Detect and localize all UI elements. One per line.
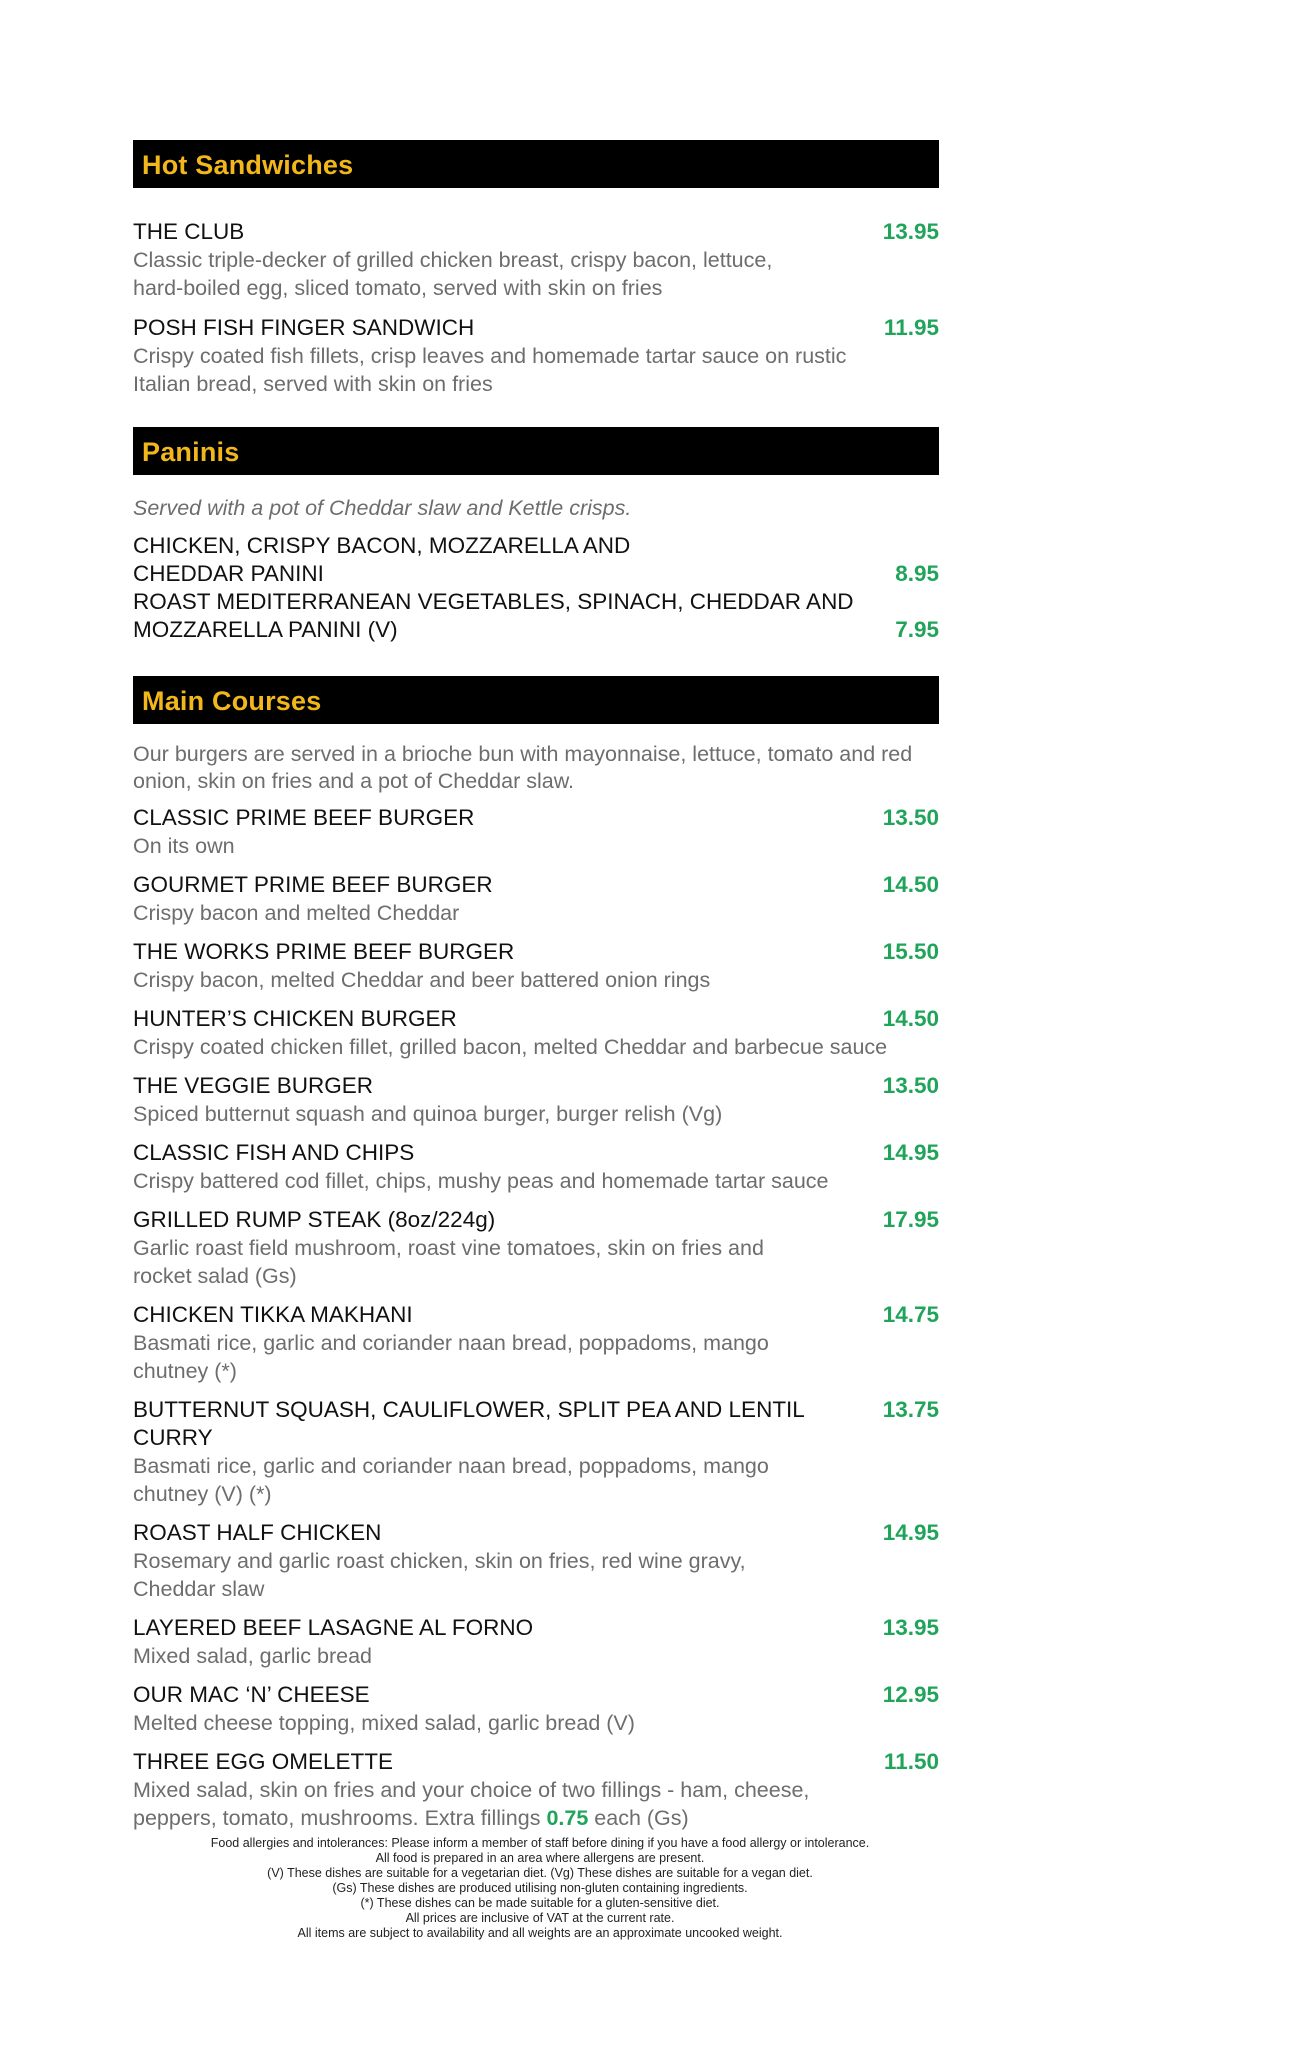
item-description xyxy=(133,1804,859,1832)
item-description: Crispy bacon and melted Cheddar xyxy=(133,901,460,925)
item-name: LAYERED BEEF LASAGNE AL FORNO xyxy=(133,1615,534,1640)
section-header-paninis: Paninis xyxy=(133,427,939,475)
menu-item xyxy=(133,871,939,927)
item-name: CLASSIC FISH AND CHIPS xyxy=(133,1140,415,1165)
item-description: Crispy battered cod fillet, chips, mushy peas and homemade tartar sauce xyxy=(133,1169,829,1193)
item-name: CHICKEN, CRISPY BACON, MOZZARELLA AND xyxy=(133,533,631,558)
item-price: 12.95 xyxy=(882,1682,939,1707)
paninis-note: Served with a pot of Cheddar slaw and Kettle crisps. xyxy=(133,496,632,520)
menu-item xyxy=(133,1005,939,1061)
item-description: rocket salad (Gs) xyxy=(133,1264,297,1288)
item-price: 17.95 xyxy=(882,1207,939,1232)
section-header-hot-sandwiches: Hot Sandwiches xyxy=(133,140,939,188)
item-price: 14.50 xyxy=(882,872,939,897)
item-price: 13.75 xyxy=(882,1397,939,1422)
item-name: MOZZARELLA PANINI (V) xyxy=(133,617,398,642)
menu-item xyxy=(133,218,939,302)
menu-item xyxy=(133,1072,939,1128)
item-description: Basmati rice, garlic and coriander naan bread, poppadoms, mango xyxy=(133,1454,769,1478)
item-description: Basmati rice, garlic and coriander naan bread, poppadoms, mango xyxy=(133,1331,769,1355)
item-name: BUTTERNUT SQUASH, CAULIFLOWER, SPLIT PEA AND LENTIL CURRY xyxy=(133,1397,804,1450)
menu xyxy=(133,140,939,1843)
item-name: OUR MAC ‘N’ CHEESE xyxy=(133,1682,370,1707)
menu-item xyxy=(133,1139,939,1195)
item-name: CHICKEN TIKKA MAKHANI xyxy=(133,1302,413,1327)
main-courses-intro xyxy=(133,741,939,795)
menu-item xyxy=(133,1519,939,1603)
item-description: hard-boiled egg, sliced tomato, served with skin on fries xyxy=(133,276,663,300)
menu-item xyxy=(133,314,939,398)
intro-line: Our burgers are served in a brioche bun with mayonnaise, lettuce, tomato and red xyxy=(133,742,913,766)
item-description: On its own xyxy=(133,834,235,858)
footer-line: All prices are inclusive of VAT at the current rate. xyxy=(405,1911,675,1925)
item-description: Spiced butternut squash and quinoa burger, burger relish (Vg) xyxy=(133,1102,723,1126)
footer-line: All food is prepared in an area where allergens are present. xyxy=(375,1851,705,1865)
item-price: 7.95 xyxy=(895,617,939,642)
item-price: 14.75 xyxy=(882,1302,939,1327)
item-price: 11.95 xyxy=(883,315,939,340)
item-name: CHEDDAR PANINI xyxy=(133,561,324,586)
menu-item xyxy=(133,1614,939,1670)
item-description: Classic triple-decker of grilled chicken breast, crispy bacon, lettuce, xyxy=(133,248,773,272)
main-courses-list xyxy=(133,804,939,1832)
item-price: 14.95 xyxy=(882,1520,939,1545)
item-price: 11.50 xyxy=(883,1749,939,1774)
paninis-list xyxy=(133,532,939,644)
item-description: Crispy bacon, melted Cheddar and beer battered onion rings xyxy=(133,968,711,992)
item-price: 13.50 xyxy=(882,1073,939,1098)
item-name: THE CLUB xyxy=(133,219,245,244)
item-description: Garlic roast field mushroom, roast vine tomatoes, skin on fries and xyxy=(133,1236,764,1260)
item-name: THE VEGGIE BURGER xyxy=(133,1073,374,1098)
item-price: 15.50 xyxy=(882,939,939,964)
item-description: chutney (*) xyxy=(133,1359,237,1383)
extra-fillings-price: 0.75 xyxy=(546,1806,589,1830)
item-price: 8.95 xyxy=(895,561,939,586)
menu-item xyxy=(133,1681,939,1737)
footer-line: Food allergies and intolerances: Please inform a member of staff before dining if you have a food allergy or intolerance. xyxy=(210,1836,870,1850)
item-name: THE WORKS PRIME BEEF BURGER xyxy=(133,939,515,964)
menu-item xyxy=(133,804,939,860)
menu-item xyxy=(133,532,939,588)
menu-item xyxy=(133,1396,939,1508)
item-price: 13.50 xyxy=(882,805,939,830)
item-price: 13.95 xyxy=(882,1615,939,1640)
item-name: ROAST HALF CHICKEN xyxy=(133,1520,382,1545)
desc-text: each (Gs) xyxy=(588,1806,689,1830)
item-description: Cheddar slaw xyxy=(133,1577,265,1601)
item-description: Crispy coated fish fillets, crisp leaves and homemade tartar sauce on rustic xyxy=(133,344,847,368)
item-description: Rosemary and garlic roast chicken, skin on fries, red wine gravy, xyxy=(133,1549,746,1573)
intro-line: onion, skin on fries and a pot of Cheddar slaw. xyxy=(133,769,575,793)
item-description: Mixed salad, skin on fries and your choice of two fillings - ham, cheese, xyxy=(133,1778,810,1802)
menu-item xyxy=(133,1206,939,1290)
menu-item xyxy=(133,938,939,994)
item-name: HUNTER’S CHICKEN BURGER xyxy=(133,1006,457,1031)
item-name: CLASSIC PRIME BEEF BURGER xyxy=(133,805,475,830)
item-price: 14.95 xyxy=(882,1140,939,1165)
item-description: Italian bread, served with skin on fries xyxy=(133,372,493,396)
menu-item xyxy=(133,1748,939,1832)
item-description: Mixed salad, garlic bread xyxy=(133,1644,373,1668)
footer-line: All items are subject to availability and all weights are an approximate uncooked weight. xyxy=(297,1926,783,1940)
hot-sandwiches-list xyxy=(133,218,939,398)
allergen-footer xyxy=(0,1836,1080,1941)
desc-text: peppers, tomato, mushrooms. Extra fillings xyxy=(133,1806,547,1830)
menu-item xyxy=(133,1301,939,1385)
section-header-main-courses: Main Courses xyxy=(133,676,939,724)
menu-item xyxy=(133,588,939,644)
item-name: ROAST MEDITERRANEAN VEGETABLES, SPINACH, CHEDDAR AND xyxy=(133,589,854,614)
item-description: Crispy coated chicken fillet, grilled bacon, melted Cheddar and barbecue sauce xyxy=(133,1035,888,1059)
item-name: GOURMET PRIME BEEF BURGER xyxy=(133,872,493,897)
footer-line: (*) These dishes can be made suitable for a gluten-sensitive diet. xyxy=(360,1896,720,1910)
item-name: GRILLED RUMP STEAK (8oz/224g) xyxy=(133,1207,496,1232)
item-description: Melted cheese topping, mixed salad, garlic bread (V) xyxy=(133,1711,635,1735)
item-description: chutney (V) (*) xyxy=(133,1482,272,1506)
item-price: 13.95 xyxy=(882,219,939,244)
item-name: POSH FISH FINGER SANDWICH xyxy=(133,315,475,340)
footer-line: (V) These dishes are suitable for a vegetarian diet. (Vg) These dishes are suitable for a vegan diet. xyxy=(267,1866,813,1880)
item-price: 14.50 xyxy=(882,1006,939,1031)
footer-line: (Gs) These dishes are produced utilising non-gluten containing ingredients. xyxy=(332,1881,748,1895)
item-name: THREE EGG OMELETTE xyxy=(133,1749,394,1774)
